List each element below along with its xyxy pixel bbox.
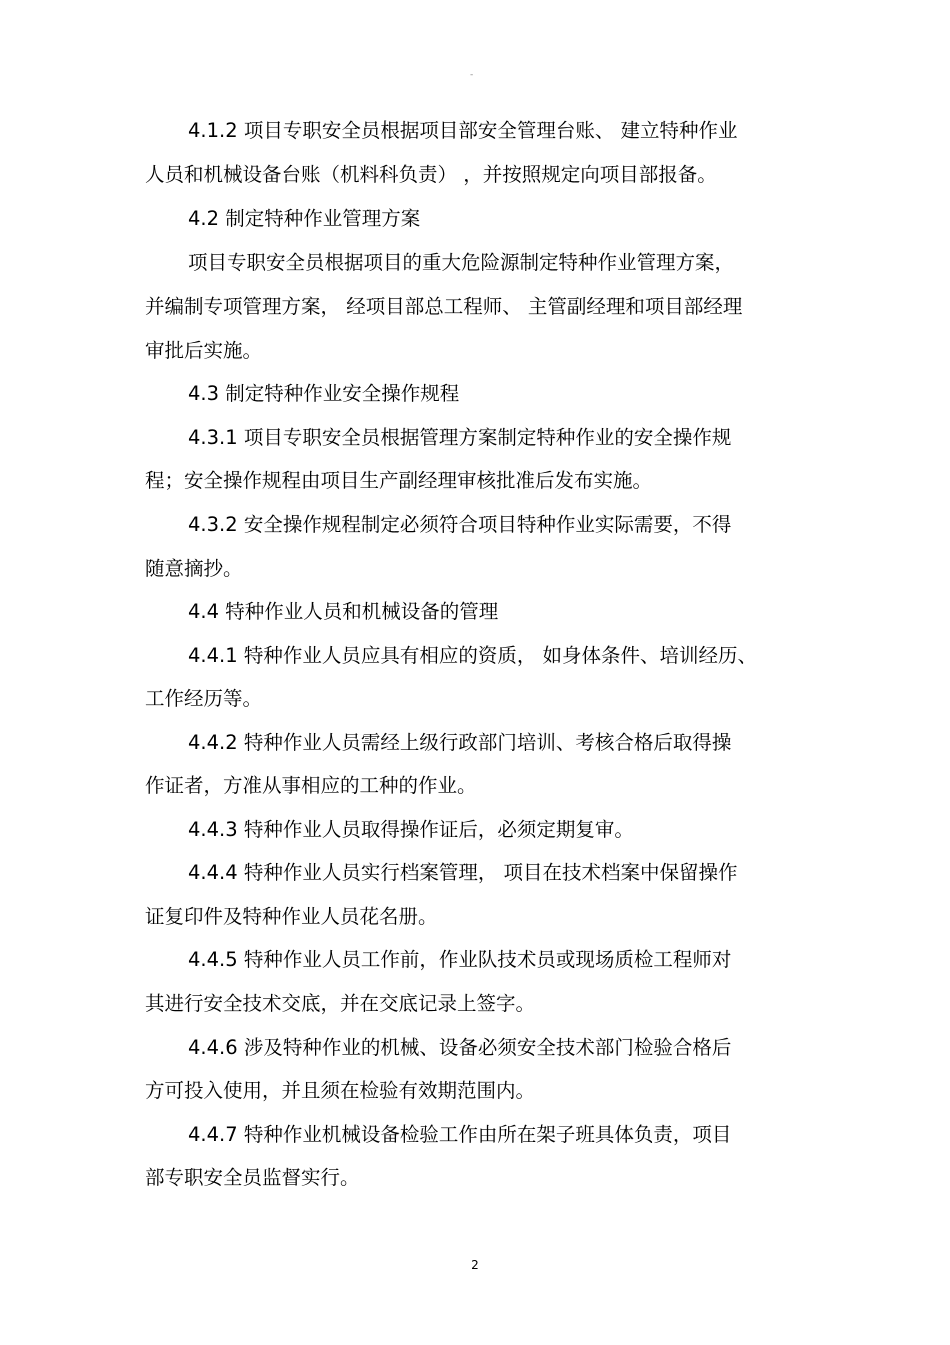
text-line: 人员和机械设备台账（机料科负责） ，并按照规定向项目部报备。	[145, 163, 717, 186]
text-line: 项目专职安全员根据项目的重大危险源制定特种作业管理方案，	[188, 251, 735, 274]
text-line: 4.4.2 特种作业人员需经上级行政部门培训、考核合格后取得操	[188, 731, 732, 754]
text-line: 部专职安全员监督实行。	[145, 1166, 360, 1189]
text-line: 随意摘抄。	[145, 557, 243, 580]
section-heading: 4.2 制定特种作业管理方案	[188, 207, 421, 230]
text-line: 4.4.4 特种作业人员实行档案管理， 项目在技术档案中保留操作	[188, 861, 738, 884]
text-line: 并编制专项管理方案， 经项目部总工程师、 主管副经理和项目部经理	[145, 295, 743, 318]
text-line: 4.4.3 特种作业人员取得操作证后，必须定期复审。	[188, 818, 634, 841]
section-heading: 4.4 特种作业人员和机械设备的管理	[188, 600, 499, 623]
text-line: 4.4.6 涉及特种作业的机械、设备必须安全技术部门检验合格后	[188, 1036, 732, 1059]
text-line: 程；安全操作规程由项目生产副经理审核批准后发布实施。	[145, 469, 653, 492]
text-line: 审批后实施。	[145, 339, 263, 362]
text-line: 其进行安全技术交底，并在交底记录上签字。	[145, 992, 536, 1015]
text-line: 4.3.1 项目专职安全员根据管理方案制定特种作业的安全操作规	[188, 426, 732, 449]
header-mark: -	[470, 70, 474, 80]
text-line: 证复印件及特种作业人员花名册。	[145, 905, 438, 928]
text-line: 4.3.2 安全操作规程制定必须符合项目特种作业实际需要，不得	[188, 513, 732, 536]
text-line: 方可投入使用，并且须在检验有效期范围内。	[145, 1079, 536, 1102]
text-line: 4.4.7 特种作业机械设备检验工作由所在架子班具体负责，项目	[188, 1123, 732, 1146]
text-line: 4.1.2 项目专职安全员根据项目部安全管理台账、 建立特种作业	[188, 119, 738, 142]
text-line: 4.4.1 特种作业人员应具有相应的资质， 如身体条件、培训经历、	[188, 644, 758, 667]
text-line: 工作经历等。	[145, 687, 263, 710]
section-heading: 4.3 制定特种作业安全操作规程	[188, 382, 460, 405]
text-line: 4.4.5 特种作业人员工作前，作业队技术员或现场质检工程师对	[188, 948, 732, 971]
page-number: 2	[471, 1258, 479, 1272]
text-line: 作证者，方准从事相应的工种的作业。	[145, 774, 477, 797]
